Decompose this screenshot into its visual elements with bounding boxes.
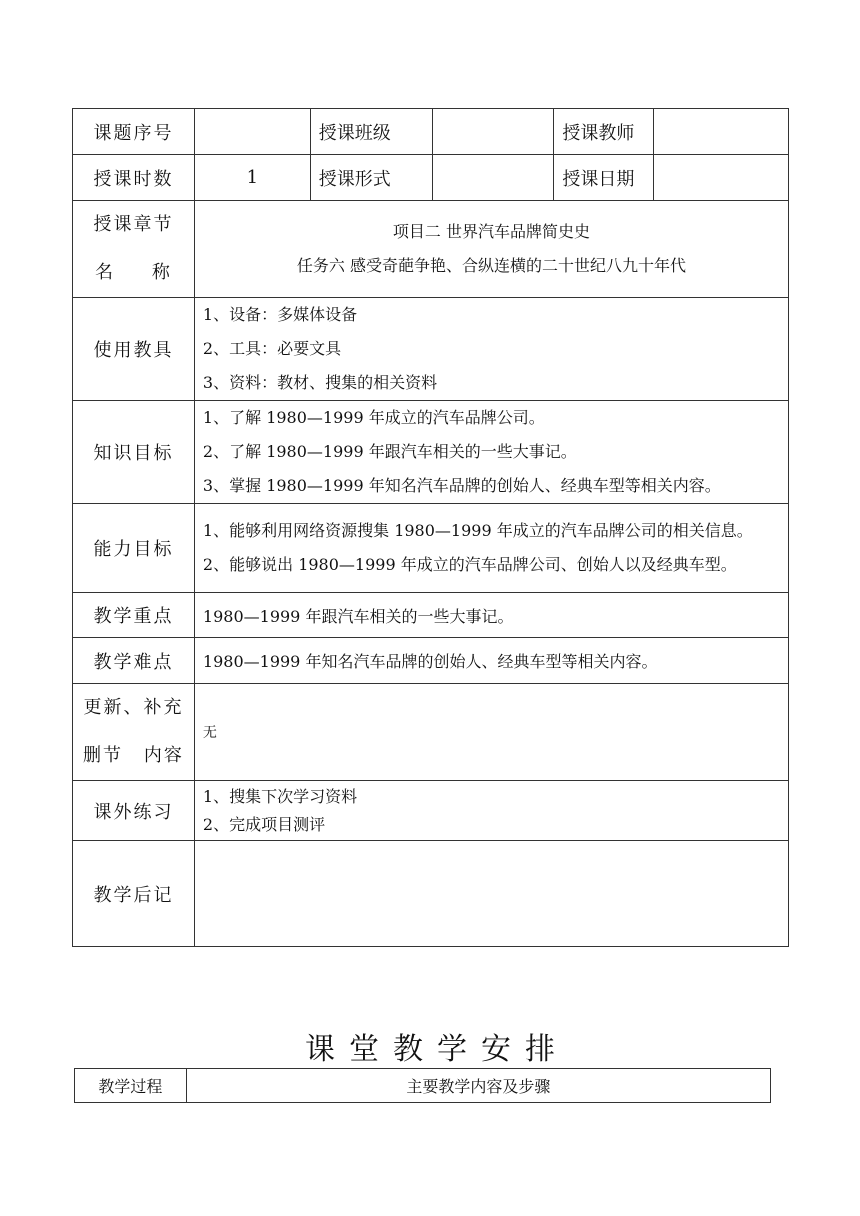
tools-item: 3、资料：教材、搜集的相关资料: [202, 373, 438, 392]
homework-label: 课外练习: [73, 781, 195, 841]
process-header: 教学过程: [75, 1069, 187, 1103]
knowledge-item: 2、了解 1980—1999 年跟汽车相关的一些大事记。: [202, 442, 577, 461]
chapter-label: [73, 201, 195, 298]
tools-item: 1、设备：多媒体设备: [202, 305, 358, 324]
knowledge-item: 1、了解 1980—1999 年成立的汽车品牌公司。: [202, 408, 545, 427]
tools-value: [194, 298, 788, 401]
difficulty-label: 教学难点: [73, 638, 195, 684]
chapter-label-a: 名: [95, 262, 115, 283]
homework-item: 2、完成项目测评: [202, 814, 326, 834]
knowledge-item: 3、掌握 1980—1999 年知名汽车品牌的创始人、经典车型等相关内容。: [202, 476, 721, 495]
form-label: 授课形式: [310, 155, 432, 201]
chapter-subtitle: 任务六 感受奇葩争艳、合纵连横的二十世纪八九十年代: [296, 256, 686, 275]
arrangement-table: [74, 1068, 771, 1103]
class-label: 授课班级: [310, 109, 432, 155]
date-value: [654, 155, 789, 201]
homework-value: [194, 781, 788, 841]
knowledge-label: 知识目标: [73, 401, 195, 504]
ability-item: 2、能够说出 1980—1999 年成立的汽车品牌公司、创始人以及经典车型。: [202, 555, 737, 574]
lesson-plan-table: [72, 108, 789, 947]
tools-label: 使用教具: [73, 298, 195, 401]
content-header: 主要教学内容及步骤: [186, 1069, 770, 1103]
knowledge-value: [194, 401, 788, 504]
teacher-value: [654, 109, 789, 155]
update-label-line1: 更新、补充: [83, 697, 184, 718]
form-value: [432, 155, 554, 201]
topic-no-value: [194, 109, 310, 155]
update-label-b: 内容: [143, 745, 184, 766]
update-label-a: 删节: [83, 745, 123, 766]
hours-value: 1: [194, 155, 310, 201]
update-value: 无: [194, 684, 788, 781]
ability-item: 1、能够利用网络资源搜集 1980—1999 年成立的汽车品牌公司的相关信息。: [202, 521, 753, 540]
difficulty-value: 1980—1999 年知名汽车品牌的创始人、经典车型等相关内容。: [194, 638, 788, 684]
update-label: [73, 684, 195, 781]
reflection-label: 教学后记: [73, 841, 195, 947]
chapter-title: 项目二 世界汽车品牌简史史: [392, 222, 590, 241]
chapter-label-line2: [73, 249, 194, 297]
key-point-value: 1980—1999 年跟汽车相关的一些大事记。: [194, 593, 788, 638]
homework-item: 1、搜集下次学习资料: [202, 786, 358, 806]
chapter-label-b: 称: [151, 262, 172, 283]
tools-item: 2、工具：必要文具: [202, 339, 342, 358]
ability-label: 能力目标: [73, 504, 195, 593]
teacher-label: 授课教师: [554, 109, 654, 155]
date-label: 授课日期: [554, 155, 654, 201]
reflection-value: [194, 841, 788, 947]
topic-no-label: 课题序号: [73, 109, 195, 155]
update-label-line2: [73, 732, 194, 780]
chapter-label-line1: 授课章节: [93, 214, 174, 235]
key-point-label: 教学重点: [73, 593, 195, 638]
ability-value: [194, 504, 788, 593]
class-value: [432, 109, 554, 155]
chapter-value: [194, 201, 788, 298]
hours-label: 授课时数: [73, 155, 195, 201]
arrangement-title: 课堂教学安排: [305, 1032, 569, 1067]
